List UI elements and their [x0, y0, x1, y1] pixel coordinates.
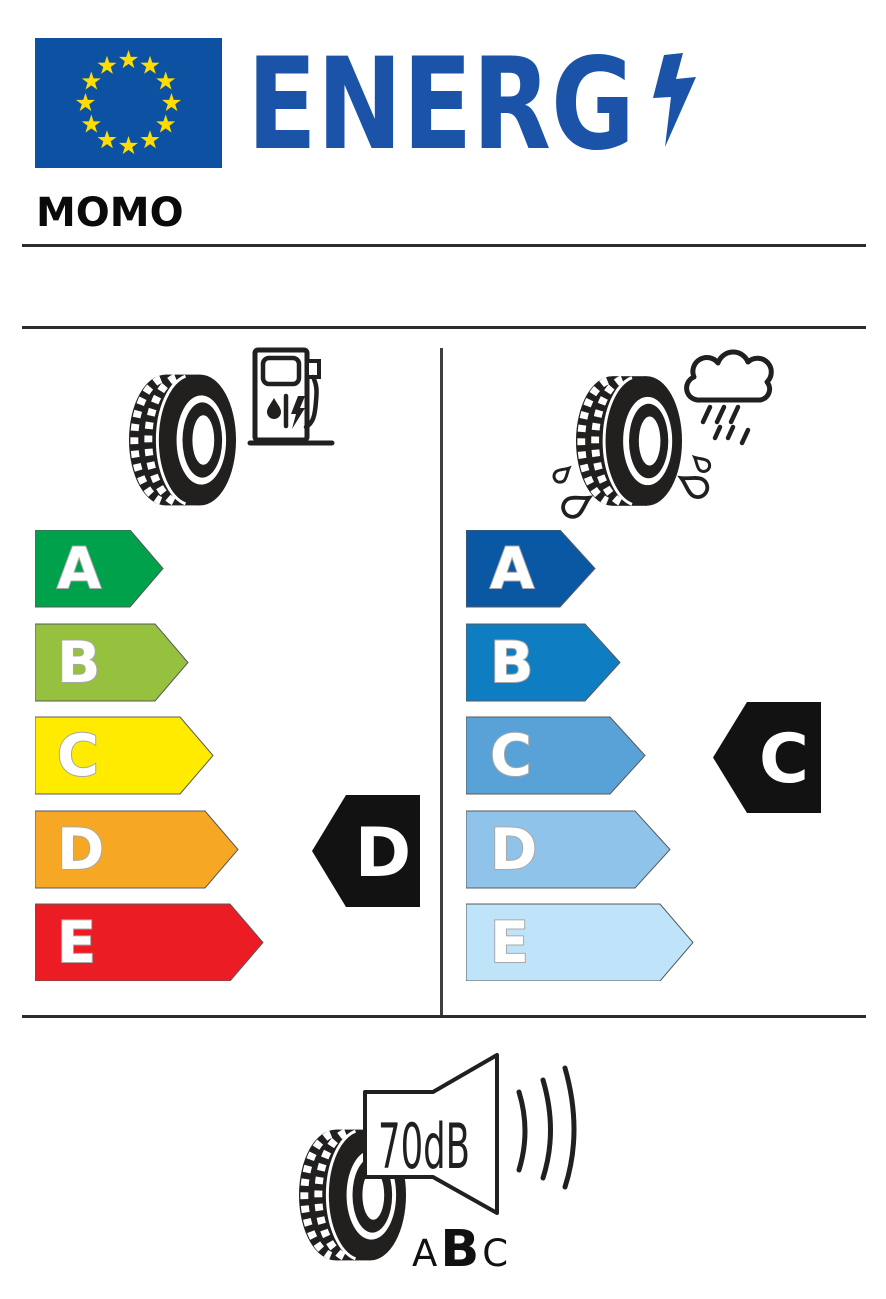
fuel-class-e-label: E — [57, 910, 96, 976]
tire-icon — [576, 376, 682, 506]
wet-grip-icon-group — [530, 345, 790, 520]
fuel-class-b-label: B — [57, 630, 101, 696]
noise-class-scale — [412, 1220, 509, 1279]
rule-bottom — [22, 1015, 866, 1018]
fuel-rating-letter: D — [354, 814, 412, 893]
energ-logo-text: ENERG — [247, 38, 635, 153]
column-divider — [440, 348, 443, 1015]
fuel-efficiency-icon-group — [120, 345, 340, 515]
wet-class-a-label: A — [490, 536, 535, 602]
tire-icon — [129, 375, 236, 506]
energ-logo — [247, 38, 717, 153]
wet-class-d-label: D — [490, 817, 538, 883]
water-drop-icon — [677, 470, 711, 501]
noise-class-a: A — [412, 1232, 438, 1275]
rule-top — [22, 244, 866, 247]
wet-class-b-label: B — [490, 630, 534, 696]
water-drop-icon — [552, 464, 573, 485]
lightning-bolt-icon — [653, 53, 696, 147]
fuel-class-d-label: D — [57, 817, 105, 883]
fuel-rating-arrow — [312, 795, 420, 907]
noise-decibel-value: 70dB — [378, 1110, 470, 1183]
rain-cloud-icon — [687, 352, 772, 443]
water-drop-icon — [560, 490, 594, 520]
fuel-pump-icon — [250, 350, 332, 443]
noise-class-b-selected: B — [440, 1220, 480, 1279]
water-drop-icon — [691, 453, 712, 474]
fuel-class-c-label: C — [57, 723, 99, 789]
wet-rating-arrow — [713, 702, 821, 813]
sound-waves-icon — [519, 1068, 574, 1187]
fuel-efficiency-ladder — [35, 530, 265, 981]
noise-class-c: C — [482, 1232, 509, 1275]
fuel-class-a-label: A — [57, 536, 102, 602]
brand-name: MOMO — [36, 190, 184, 236]
wet-grip-ladder — [466, 530, 695, 981]
wet-class-e-label: E — [490, 910, 529, 976]
wet-class-c-label: C — [490, 723, 532, 789]
eu-flag — [35, 38, 222, 168]
rule-middle — [22, 326, 866, 329]
wet-rating-letter: C — [759, 720, 809, 799]
